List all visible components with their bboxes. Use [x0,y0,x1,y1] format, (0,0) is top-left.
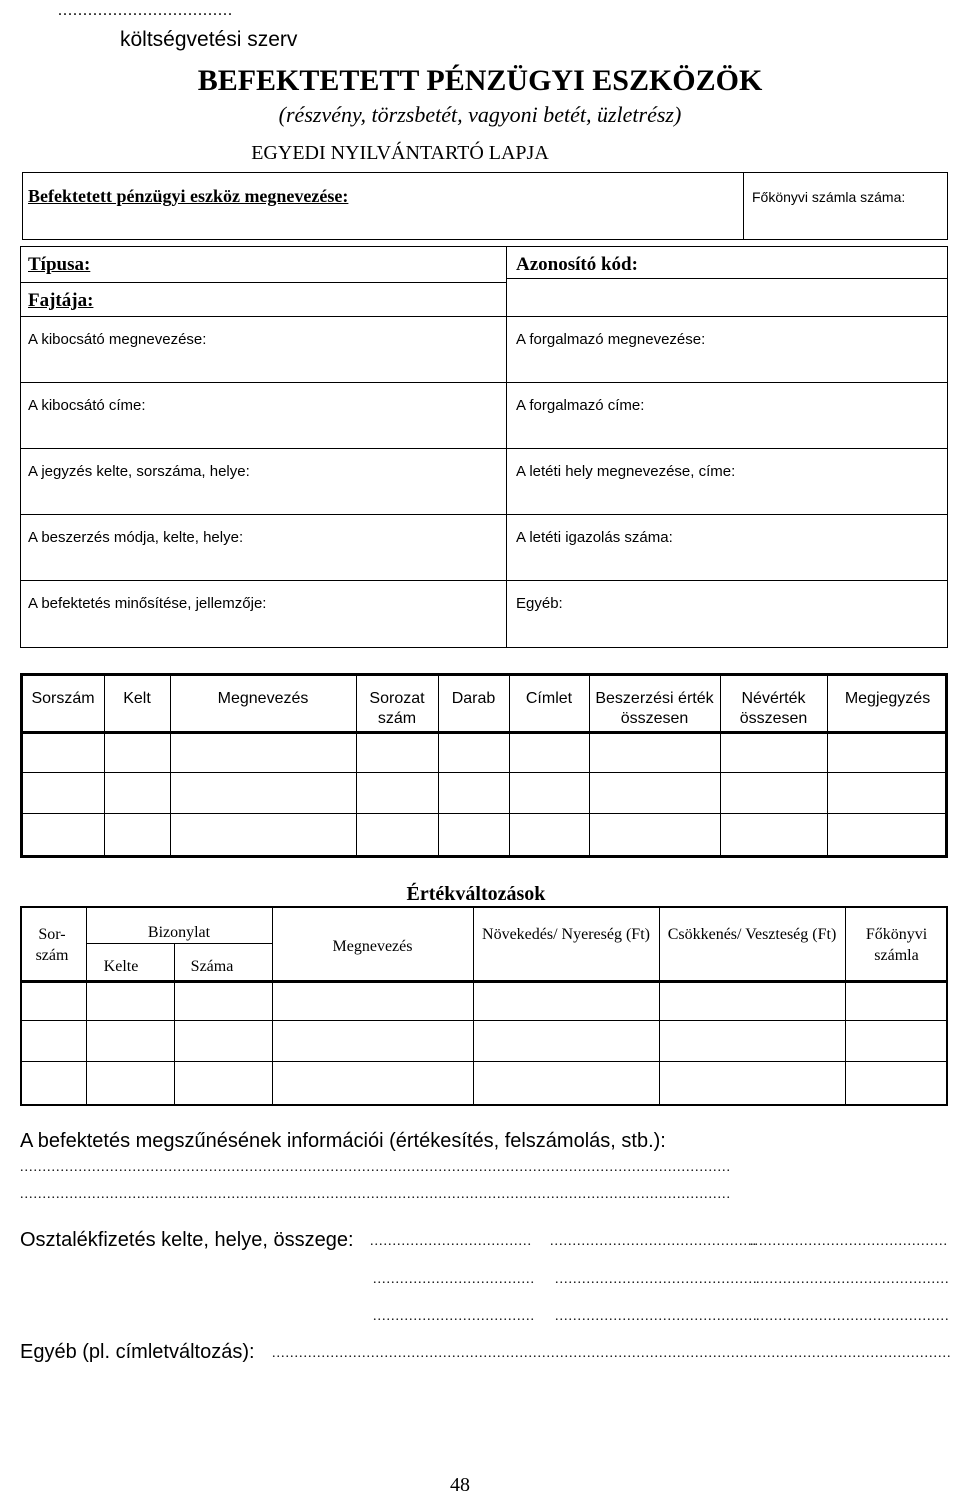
col-remark: Megjegyzés [844,690,931,707]
termination-label: A befektetés megszűnésének információi (értékesítés, felszámolás, stb.): [20,1130,666,1152]
qualification-label: A befektetés minősítése, jellemzője: [28,595,267,612]
org-label: költségvetési szerv [120,28,298,51]
dotted-line: ............................................. [555,1272,758,1287]
sheet-label: EGYEDI NYILVÁNTARTÓ LAPJA [251,142,549,164]
col-nominal-value: Névérték összesen [739,690,808,727]
dotted-line: .............................................................................................................................................................. [20,1160,731,1175]
dealer-address-label: A forgalmazó címe: [516,397,645,414]
dotted-line: .............................................................................................................................................................. [20,1187,731,1202]
info-box [20,246,948,648]
page-subtitle: (részvény, törzsbetét, vagyoni betét, üzletrész) [278,102,682,127]
dotted-line: .............................................. [550,1234,757,1249]
value-changes-title: Értékváltozások [406,883,546,905]
col-name: Megnevezés [217,690,309,707]
col-increase: Növekedés/ Nyereség (Ft) [482,926,650,943]
dotted-line: ....................................................................................................................................................... [272,1346,952,1361]
dotted-line: ............................................ [750,1234,948,1249]
col-ledger: Főkönyvi számla [865,926,928,964]
kind-label: Fajtája: [28,290,94,311]
col-quantity: Darab [451,690,496,707]
col-denomination: Címlet [525,690,573,707]
issuer-name-label: A kibocsátó megnevezése: [28,331,207,348]
dividend-label: Osztalékfizetés kelte, helye, összege: [20,1229,354,1251]
subscription-label: A jegyzés kelte, sorszáma, helye: [28,463,250,480]
col-serial: Sorszám [31,690,95,707]
asset-name-label: Befektetett pénzügyi eszköz megnevezése: [28,186,349,206]
dotted-line: ............................................. [555,1309,758,1324]
page-title: BEFEKTETETT PÉNZÜGYI ESZKÖZÖK [197,64,763,97]
acquisition-label: A beszerzés módja, kelte, helye: [28,529,244,546]
ledger-account-label: Főkönyvi számla száma: [752,189,906,205]
dotted-line: ................................... [58,2,233,19]
col-voucher-number: Száma [190,958,234,975]
other-label: Egyéb: [516,595,563,612]
col-voucher: Bizonylat [147,924,211,941]
type-label: Típusa: [28,254,91,275]
col-acquisition-value: Beszerzési érték összesen [595,690,714,727]
dotted-line: .................................... [373,1309,535,1324]
issuer-address-label: A kibocsátó címe: [28,397,146,414]
col-name: Megnevezés [332,938,413,955]
col-voucher-date: Kelte [103,958,139,975]
id-code-label: Azonosító kód: [516,254,638,275]
dotted-line: .................................... [373,1272,535,1287]
dealer-name-label: A forgalmazó megnevezése: [516,331,706,348]
deposit-cert-label: A letéti igazolás száma: [516,529,673,546]
col-serial: Sor- szám [35,926,69,964]
page-number: 48 [450,1474,470,1496]
col-date: Kelt [123,690,151,707]
col-decrease: Csökkenés/ Veszteség (Ft) [667,926,837,943]
deposit-place-label: A letéti hely megnevezése, címe: [516,463,736,480]
col-series: Sorozat szám [369,690,425,727]
dotted-line: ........................................... [756,1272,950,1287]
other-footer-label: Egyéb (pl. címletváltozás): [20,1341,255,1363]
dotted-line: .................................... [370,1234,532,1249]
dotted-line: ........................................... [756,1309,950,1324]
